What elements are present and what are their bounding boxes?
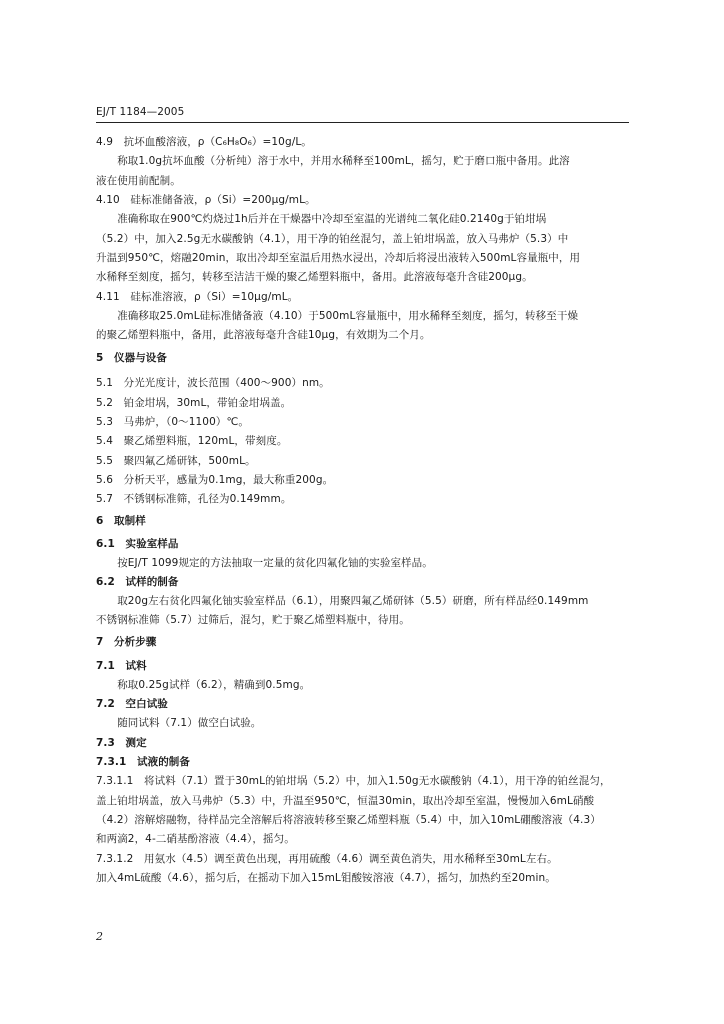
clause-6-2-text: 取20g左右贫化四氟化铀实验室样品（6.1），用聚四氟乙烯研钵（5.5）研磨，所有样品经0.149mm: [96, 595, 589, 607]
clause-4-10-text: 准确称取在900℃灼烧过1h后并在干燥器中冷却至室温的光谱纯二氧化硅0.2140g于铂坩埚: [96, 213, 547, 225]
clause-4-9-title: 4.9 抗坏血酸溶液，ρ（C₆H₈O₆）=10g/L。: [96, 136, 312, 148]
clause-7-1-title: 7.1 试料: [96, 660, 147, 672]
section-5-title: 5 仪器与设备: [96, 352, 168, 364]
clause-7-1-text: 称取0.25g试样（6.2），精确到0.5mg。: [96, 679, 311, 691]
clause-7-2-text: 随同试料（7.1）做空白试验。: [96, 717, 262, 729]
clause-7-3-title: 7.3 测定: [96, 737, 147, 749]
clause-4-10-title: 4.10 硅标准储备液，ρ（Si）=200μg/mL。: [96, 194, 316, 206]
clause-7-3-1-1-text: （4.2）溶解熔融物，待样品完全溶解后将溶液转移至聚乙烯塑料瓶（5.4）中，加入10mL硼酸溶液（4.3）: [96, 814, 601, 826]
clause-7-3-1-2-text: 7.3.1.2 用氨水（4.5）调至黄色出现，再用硫酸（4.6）调至黄色消失，用水稀释至30mL左右。: [96, 853, 558, 865]
clause-4-10-text: 升温到950℃，熔融20min，取出冷却至室温后用热水浸出，冷却后将浸出液转入500mL容量瓶中，用: [96, 252, 581, 264]
section-7-title: 7 分析步骤: [96, 636, 157, 648]
clause-4-11-text: 的聚乙烯塑料瓶中，备用，此溶液每毫升含硅10μg，有效期为二个月。: [96, 329, 431, 341]
header-rule: [96, 122, 629, 123]
clause-4-9-text: 液在使用前配制。: [96, 175, 181, 187]
clause-7-3-1-1-text: 和两滴2，4-二硝基酚溶液（4.4），摇匀。: [96, 833, 295, 845]
clause-5-2: 5.2 铂金坩埚，30mL，带铂金坩埚盖。: [96, 397, 292, 409]
clause-6-1-title: 6.1 实验室样品: [96, 538, 179, 550]
clause-7-2-title: 7.2 空白试验: [96, 698, 168, 710]
clause-4-11-text: 准确移取25.0mL硅标准储备液（4.10）于500mL容量瓶中，用水稀释至刻度，摇匀，转移至干燥: [96, 310, 579, 322]
clause-4-10-text: （5.2）中，加入2.5g无水碳酸钠（4.1），用干净的铂丝混匀，盖上铂坩埚盖，放入马弗炉（5.3）中: [96, 233, 569, 245]
page-number: 2: [96, 930, 104, 943]
clause-5-1: 5.1 分光光度计，波长范围（400～900）nm。: [96, 377, 330, 389]
clause-5-7: 5.7 不锈钢标准筛，孔径为0.149mm。: [96, 493, 292, 505]
clause-6-2-text: 不锈钢标准筛（5.7）过筛后，混匀，贮于聚乙烯塑料瓶中，待用。: [96, 614, 410, 626]
clause-6-1-text: 按EJ/T 1099规定的方法抽取一定量的贫化四氟化铀的实验室样品。: [96, 557, 433, 569]
clause-5-4: 5.4 聚乙烯塑料瓶，120mL，带刻度。: [96, 435, 288, 447]
clause-6-2-title: 6.2 试样的制备: [96, 576, 179, 588]
clause-7-3-1-title: 7.3.1 试液的制备: [96, 756, 190, 768]
clause-7-3-1-1-text: 7.3.1.1 将试料（7.1）置于30mL的铂坩埚（5.2）中，加入1.50g无水碳酸钠（4.1），用干净的铂丝混匀，: [96, 775, 611, 787]
section-6-title: 6 取制样: [96, 515, 146, 527]
standard-header: EJ/T 1184—2005: [96, 106, 185, 118]
clause-7-3-1-1-text: 盖上铂坩埚盖，放入马弗炉（5.3）中，升温至950℃，恒温30min，取出冷却至室温，慢慢加入6mL硝酸: [96, 795, 595, 807]
clause-7-3-1-2-text: 加入4mL硫酸（4.6），摇匀后，在摇动下加入15mL钼酸铵溶液（4.7），摇匀，加热约至20min。: [96, 872, 556, 884]
clause-5-5: 5.5 聚四氟乙烯研钵，500mL。: [96, 455, 256, 467]
clause-4-9-text: 称取1.0g抗坏血酸（分析纯）溶于水中，并用水稀释至100mL，摇匀，贮于磨口瓶中备用。此溶: [96, 155, 570, 167]
clause-4-10-text: 水稀释至刻度，摇匀，转移至洁洁干燥的聚乙烯塑料瓶中，备用。此溶液每毫升含硅200μg。: [96, 271, 533, 283]
clause-4-11-title: 4.11 硅标准溶液，ρ（Si）=10μg/mL。: [96, 291, 299, 303]
clause-5-3: 5.3 马弗炉，（0～1100）℃。: [96, 416, 249, 428]
clause-5-6: 5.6 分析天平，感量为0.1mg，最大称重200g。: [96, 474, 334, 486]
